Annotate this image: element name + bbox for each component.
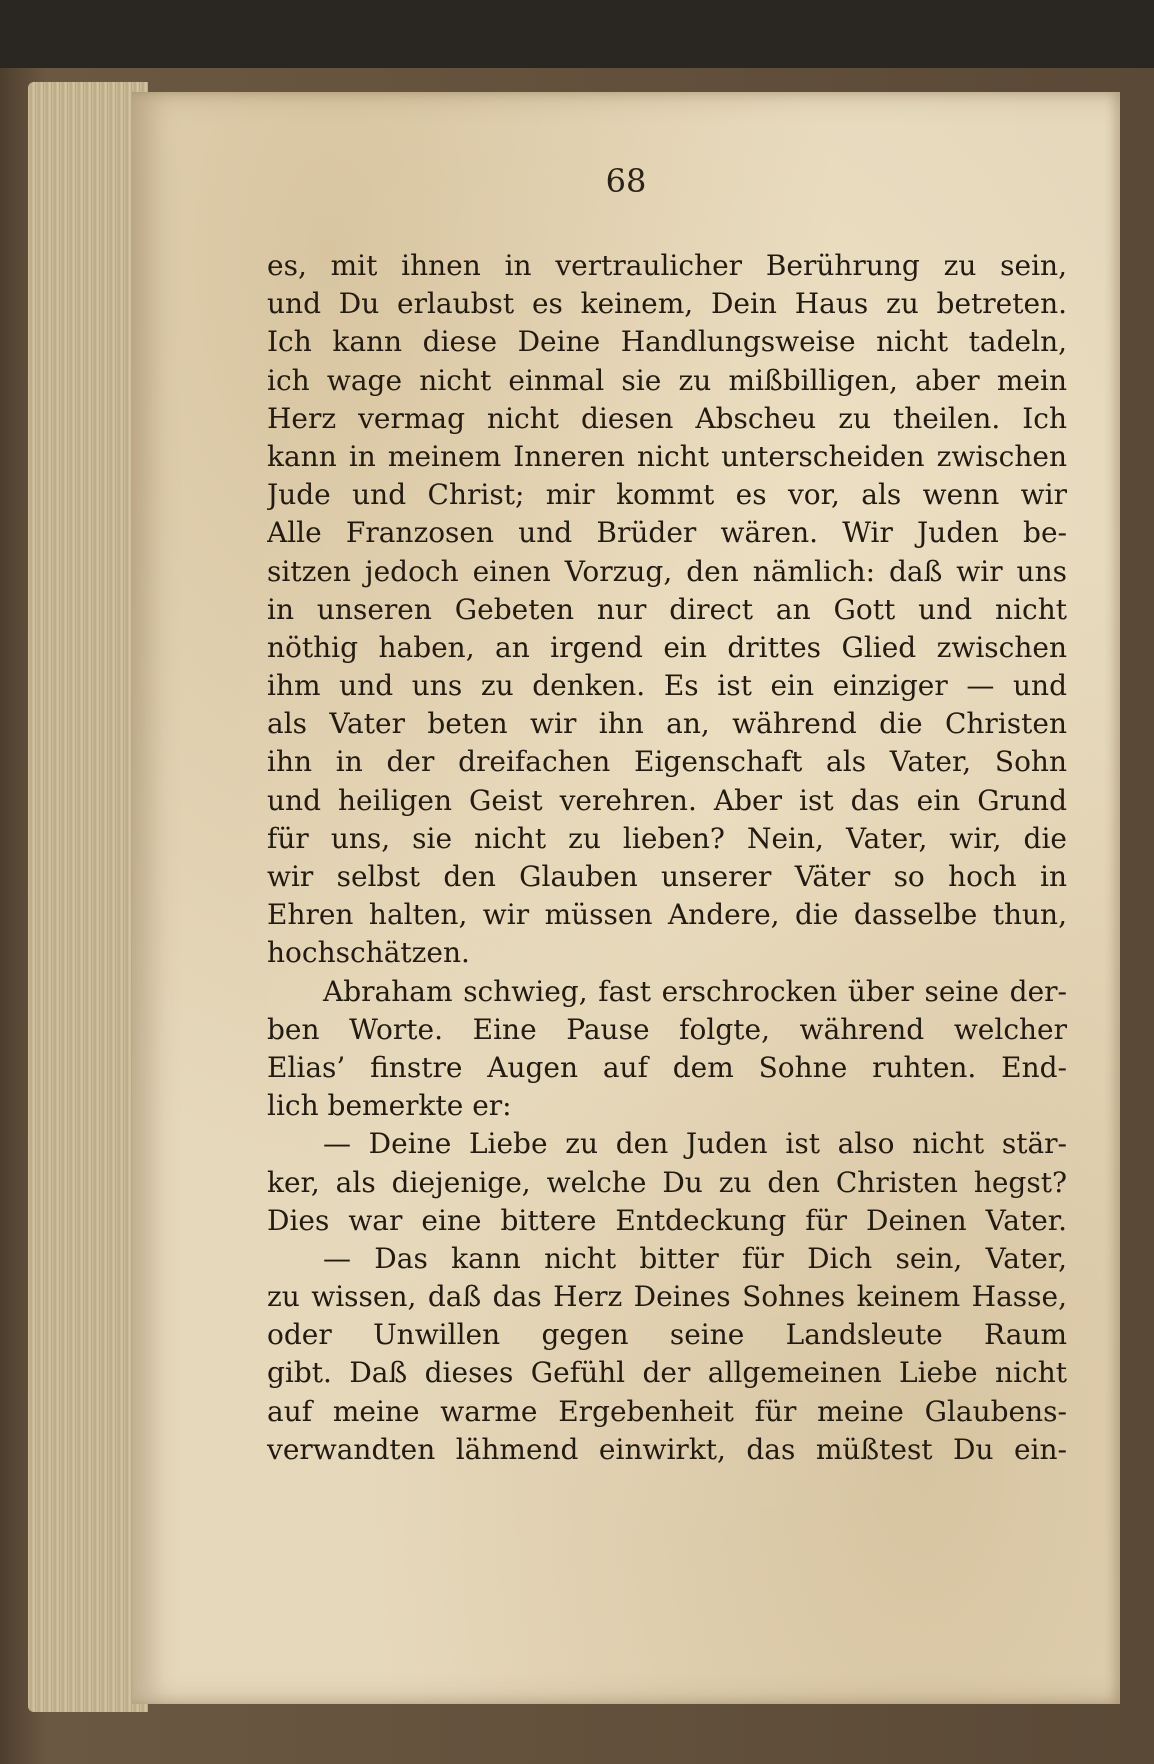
text-line: nöthig haben, an irgend ein drittes Glied zwischen	[267, 630, 1067, 664]
text-line: Jude und Christ; mir kommt es vor, als wenn wir	[267, 478, 1067, 512]
text-line: hochschätzen.	[267, 936, 470, 970]
text-line: als Vater beten wir ihn an, während die Christen	[267, 707, 1067, 741]
text-line: und Du erlaubst es keinem, Dein Haus zu betreten.	[267, 287, 1067, 321]
text-line: ihm und uns zu denken. Es ist ein einziger — und	[267, 669, 1067, 703]
text-line: Elias’ finstre Augen auf dem Sohne ruhten. End-	[267, 1050, 1067, 1084]
body-text	[267, 247, 1067, 1469]
text-line: es, mit ihnen in vertraulicher Berührung zu sein,	[267, 249, 1067, 282]
text-line: ben Worte. Eine Pause folgte, während welcher	[267, 1012, 1067, 1046]
text-line: in unseren Gebeten nur direct an Gott und nicht	[267, 592, 1067, 626]
text-line: kann in meinem Inneren nicht unterscheiden zwischen	[267, 439, 1067, 473]
text-line: Herz vermag nicht diesen Abscheu zu theilen. Ich	[267, 401, 1067, 435]
text-line: verwandten lähmend einwirkt, das müßtest Du ein-	[267, 1432, 1067, 1466]
book-page	[132, 92, 1120, 1704]
text-line: Abraham schwieg, fast erschrocken über seine der-	[323, 974, 1067, 1008]
text-line: — Deine Liebe zu den Juden ist also nicht stär-	[323, 1127, 1067, 1161]
text-line: wir selbst den Glauben unserer Väter so hoch in	[267, 860, 1067, 893]
text-line: Dies war eine bittere Entdeckung für Deinen Vater.	[267, 1203, 1067, 1237]
text-line: Ehren halten, wir müssen Andere, die dasselbe thun,	[267, 898, 1067, 932]
text-line: Ich kann diese Deine Handlungsweise nicht tadeln,	[267, 325, 1067, 359]
text-line: sitzen jedoch einen Vorzug, den nämlich: daß wir uns	[267, 554, 1067, 588]
text-line: auf meine warme Ergebenheit für meine Glaubens-	[267, 1394, 1067, 1428]
text-line: ich wage nicht einmal sie zu mißbilligen, aber mein	[267, 363, 1067, 397]
text-line: für uns, sie nicht zu lieben? Nein, Vater, wir, die	[267, 821, 1067, 855]
page-edges	[28, 82, 148, 1712]
text-line: Alle Franzosen und Brüder wären. Wir Juden be-	[267, 516, 1067, 550]
text-line: — Das kann nicht bitter für Dich sein, Vater,	[323, 1241, 1067, 1275]
text-line: ihn in der dreifachen Eigenschaft als Vater, Sohn	[267, 745, 1067, 779]
text-line: gibt. Daß dieses Gefühl der allgemeinen Liebe nicht	[267, 1356, 1067, 1390]
text-line: und heiligen Geist verehren. Aber ist das ein Grund	[267, 783, 1067, 817]
page-number: 68	[605, 162, 647, 200]
text-line: ker, als diejenige, welche Du zu den Christen hegst?	[267, 1165, 1067, 1199]
text-line: oder Unwillen gegen seine Landsleute Raum	[267, 1318, 1067, 1352]
text-line: zu wissen, daß das Herz Deines Sohnes keinem Hasse,	[267, 1280, 1067, 1314]
text-line: lich bemerkte er:	[267, 1089, 512, 1123]
